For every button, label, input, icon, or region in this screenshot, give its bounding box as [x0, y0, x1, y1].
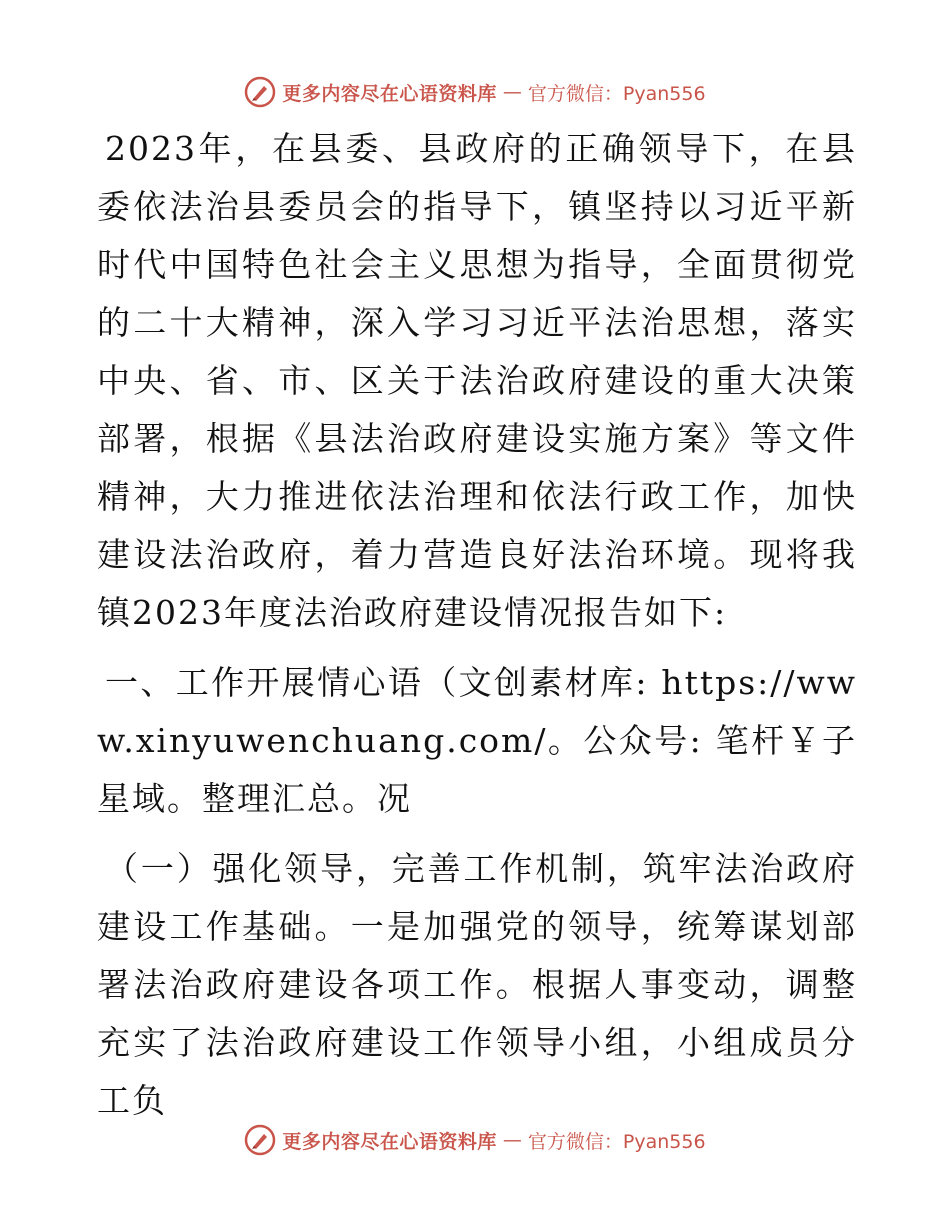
watermark-wechat-text: 官方微信：Pyan556 — [527, 1130, 706, 1153]
section-one-paragraph: （一）强化领导，完善工作机制，筑牢法治政府建设工作基础。一是加强党的领导，统筹谋划部署法治政府建设各项工作。根据人事变动，调整充实了法治政府建设工作领导小组，小组成员分工负 — [97, 849, 857, 1120]
watermark-site-text: 更多内容尽在心语资料库 — [282, 82, 497, 105]
paragraph-intro: 2023年，在县委、县政府的正确领导下，在县委依法治县委员会的指导下，镇坚持以习近平新时代中国特色社会主义思想为指导，全面贯彻党的二十大精神，深入学习习近平法治思想，落实中央、省、市、区关于法治政府建设的重大决策部署，根据《县法治政府建设实施方案》等文件精神，大力推进依法治理和依法行政工作，加快建设法治政府，着力营造良好法治环境。现将我镇2023年度法治政府建设情况报告如下: — [97, 129, 857, 632]
document-body — [97, 120, 857, 1130]
pen-nib-logo-icon — [244, 76, 276, 108]
watermark-site-text: 更多内容尽在心语资料库 — [282, 1130, 497, 1153]
pen-nib-logo-icon — [244, 1124, 276, 1156]
header-watermark — [0, 72, 950, 112]
watermark-dash: — — [502, 81, 522, 103]
heading-one: 一、工作开展情心语（文创素材库: https://www.xinyuwenchuang.com/。公众号: 笔杆￥子星域。整理汇总。况 — [97, 663, 857, 818]
watermark-wechat-text: 官方微信：Pyan556 — [527, 82, 706, 105]
footer-watermark — [0, 1120, 950, 1160]
watermark-dash: — — [502, 1129, 522, 1151]
